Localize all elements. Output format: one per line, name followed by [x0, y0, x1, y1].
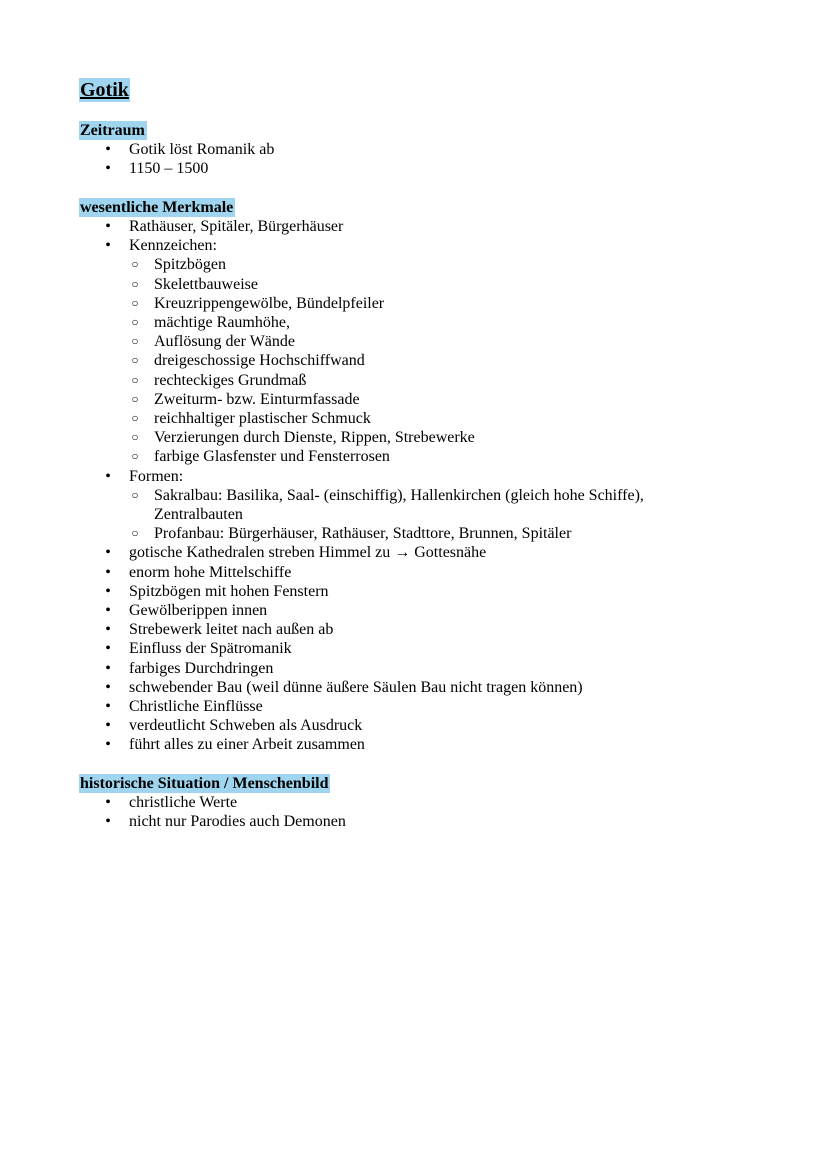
circle-bullet-icon: ○ [131, 391, 139, 406]
list-item: • Spitzbögen mit hohen Fenstern [0, 582, 828, 601]
circle-bullet-icon: ○ [131, 295, 139, 310]
bullet-icon: • [105, 678, 111, 696]
circle-bullet-icon: ○ [131, 411, 139, 426]
zeitraum-list [0, 140, 828, 178]
circle-bullet-icon: ○ [131, 315, 139, 330]
list-item: • nicht nur Parodies auch Demonen [0, 812, 828, 831]
sub-list-item: ○ Skelettbauweise [131, 275, 258, 293]
bullet-icon: • [105, 582, 111, 600]
sub-list-item: ○ Auflösung der Wände [131, 333, 295, 351]
bullet-icon: • [105, 736, 111, 754]
list-item-kennzeichen: • Kennzeichen: [0, 236, 828, 255]
historisch-list [0, 793, 828, 831]
list-item: • Einfluss der Spätromanik [0, 639, 828, 658]
sub-list-item: ○ Verzierungen durch Dienste, Rippen, Strebewerke [131, 429, 475, 447]
list-item: • Christliche Einflüsse [0, 697, 828, 716]
section-heading-merkmale: wesentliche Merkmale [80, 199, 234, 216]
sub-list-item-profanbau: ○ Profanbau: Bürgerhäuser, Rathäuser, Stadttore, Brunnen, Spitäler [131, 525, 572, 543]
bullet-icon: • [105, 640, 111, 658]
list-item: • Gewölberippen innen [0, 601, 828, 620]
sub-list-item: ○ rechteckiges Grundmaß [131, 371, 307, 389]
list-item: • schwebender Bau (weil dünne äußere Säulen Bau nicht tragen können) [0, 678, 828, 697]
sub-list-item: ○ Spitzbögen [131, 256, 226, 274]
circle-bullet-icon: ○ [131, 353, 139, 368]
bullet-icon: • [105, 160, 111, 178]
section-heading-zeitraum: Zeitraum [80, 122, 145, 139]
list-item: • farbiges Durchdringen [0, 659, 828, 678]
list-item: • Rathäuser, Spitäler, Bürgerhäuser [0, 217, 828, 236]
sub-list-item: ○ mächtige Raumhöhe, [131, 314, 290, 332]
bullet-icon: • [105, 237, 111, 255]
circle-bullet-icon: ○ [131, 449, 139, 464]
sub-list-item: ○ Kreuzrippengewölbe, Bündelpfeiler [131, 294, 385, 312]
list-item: • christliche Werte [0, 793, 828, 812]
list-item-formen: • Formen: [0, 467, 828, 486]
bullet-icon: • [105, 218, 111, 235]
circle-bullet-icon: ○ [131, 372, 139, 387]
merkmale-list [0, 217, 828, 755]
list-item: • enorm hohe Mittelschiffe [0, 563, 828, 582]
circle-bullet-icon: ○ [131, 430, 139, 445]
list-item: • führt alles zu einer Arbeit zusammen [0, 735, 828, 754]
list-item: • Gotik löst Romanik ab [0, 140, 828, 159]
circle-bullet-icon: ○ [131, 334, 139, 349]
sub-list-item: ○ dreigeschossige Hochschiffwand [131, 352, 365, 370]
bullet-icon: • [105, 659, 111, 677]
bullet-icon: • [105, 813, 111, 831]
bullet-icon: • [105, 621, 111, 639]
sub-list-item: ○ Zweiturm- bzw. Einturmfassade [131, 390, 360, 408]
bullet-icon: • [105, 602, 111, 620]
sub-list-item: ○ farbige Glasfenster und Fensterrosen [131, 448, 390, 466]
sub-list-item-sakralbau: ○ Sakralbau: Basilika, Saal- (einschiffig), Hallenkirchen (gleich hohe Schiffe), Zentralbauten [131, 486, 644, 524]
bullet-icon: • [105, 698, 111, 716]
section-heading-historisch: historische Situation / Menschenbild [80, 775, 329, 792]
bullet-icon: • [105, 544, 111, 562]
list-item: • Strebewerk leitet nach außen ab [0, 620, 828, 639]
list-item: • 1150 – 1500 [0, 159, 828, 178]
circle-bullet-icon: ○ [131, 257, 139, 272]
circle-bullet-icon: ○ [131, 276, 139, 291]
bullet-icon: • [105, 563, 111, 581]
list-item: • verdeutlicht Schweben als Ausdruck [0, 716, 828, 735]
circle-bullet-icon: ○ [131, 526, 139, 541]
bullet-icon: • [105, 467, 111, 485]
circle-bullet-icon: ○ [131, 487, 139, 502]
bullet-icon: • [105, 717, 111, 735]
bullet-icon: • [105, 141, 111, 158]
bullet-icon: • [105, 794, 111, 811]
sub-list-item: ○ reichhaltiger plastischer Schmuck [131, 410, 371, 428]
list-item: • gotische Kathedralen streben Himmel zu → Gottesnähe [0, 543, 828, 562]
page-title: Gotik [80, 79, 129, 101]
